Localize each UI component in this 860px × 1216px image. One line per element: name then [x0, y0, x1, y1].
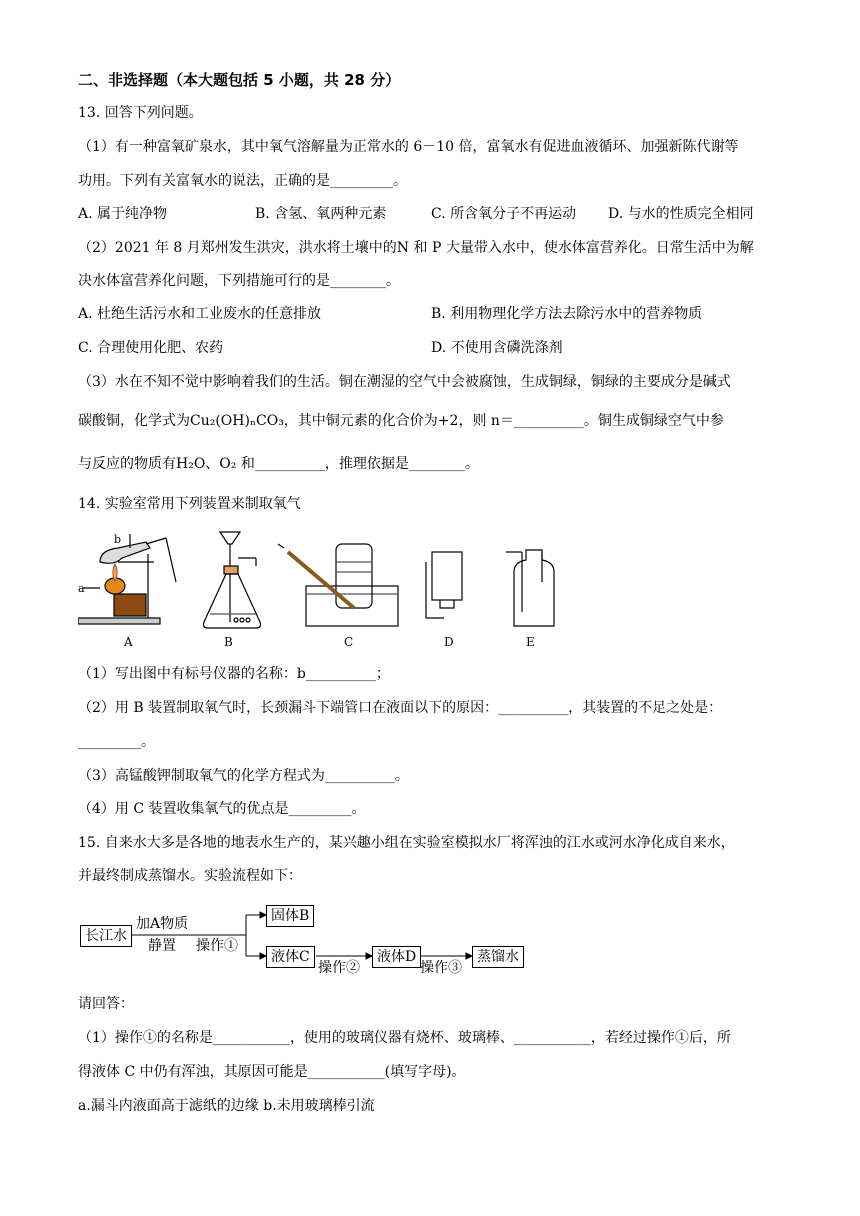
- apparatus-a-marker-a: a: [78, 582, 85, 595]
- flow-op3: 操作③: [420, 960, 462, 976]
- q13-p2-line1: （2）2021 年 8 月郑州发生洪灾，洪水将土壤中的N 和 P 大量带入水中，使水体富营养化。日常生活中为解: [78, 240, 754, 256]
- flow-box-start: 长江水: [80, 925, 132, 947]
- q13-p2-option-d: D. 不使用含磷洗涤剂: [431, 340, 563, 356]
- flow-box-liquid-d: 液体D: [372, 946, 421, 968]
- apparatus-label-d: D: [444, 635, 454, 649]
- apparatus-c-drawing: [278, 544, 398, 626]
- apparatus-label-c: C: [344, 635, 354, 649]
- q15-prompt: 请回答：: [78, 996, 134, 1012]
- q14-p3: （3）高锰酸钾制取氧气的化学方程式为__________。: [78, 768, 409, 784]
- q15-title-line2: 并最终制成蒸馏水。实验流程如下：: [78, 868, 302, 884]
- flow-step1-bottom: 静置: [148, 938, 176, 954]
- apparatus-b-drawing: [204, 532, 261, 628]
- q13-p1-option-a: A. 属于纯净物: [78, 206, 168, 222]
- q13-title: 13. 回答下列问题。: [78, 105, 203, 121]
- flow-box-solid-b: 固体B: [266, 905, 314, 927]
- q13-p1-option-d: D. 与水的性质完全相同: [608, 206, 754, 222]
- apparatus-figure: [78, 522, 568, 652]
- q13-p3-line3: 与反应的物质有H₂O、O₂ 和__________，推理依据是________。: [78, 456, 479, 472]
- q14-title: 14. 实验室常用下列装置来制取氧气: [78, 496, 301, 512]
- apparatus-label-e: E: [526, 635, 535, 649]
- q13-p1-line1: （1）有一种富氧矿泉水，其中氧气溶解量为正常水的 6－10 倍，富氧水有促进血液循环、加强新陈代谢等: [78, 139, 739, 155]
- q13-p1-line2: 功用。下列有关富氧水的说法，正确的是_________。: [78, 173, 407, 189]
- q14-p1: （1）写出图中有标号仪器的名称：b__________；: [78, 666, 390, 682]
- q15-title-line1: 15. 自来水大多是各地的地表水生产的，某兴趣小组在实验室模拟水厂将浑浊的江水或河水净化成自来水，: [78, 835, 735, 851]
- q13-p3-line2: 碳酸铜，化学式为Cu₂(OH)ₙCO₃，其中铜元素的化合价为+2，则 n＝__________。铜生成铜绿空气中参: [78, 413, 724, 429]
- q13-p2-line2: 决水体富营养化问题，下列措施可行的是________。: [78, 273, 400, 289]
- q13-p2-option-a: A. 杜绝生活污水和工业废水的任意排放: [78, 306, 322, 322]
- q15-p1-line2: 得液体 C 中仍有浑浊，其原因可能是___________(填写字母)。: [78, 1064, 466, 1080]
- q14-p2-line1: （2）用 B 装置制取氧气时，长颈漏斗下端管口在液面以下的原因：__________，其装置的不足之处是：: [78, 700, 723, 716]
- q13-p2-option-b: B. 利用物理化学方法去除污水中的营养物质: [431, 306, 703, 322]
- flow-box-liquid-c: 液体C: [266, 946, 315, 968]
- apparatus-a-drawing: [78, 534, 176, 624]
- section-title: 二、非选择题（本大题包括 5 小题，共 28 分）: [78, 71, 401, 89]
- q15-p1-line1: （1）操作①的名称是___________，使用的玻璃仪器有烧杯、玻璃棒、___________，若经过操作①后，所: [78, 1030, 731, 1046]
- apparatus-label-b: B: [224, 635, 233, 649]
- q14-p2-line2: _________。: [78, 734, 155, 750]
- q15-choices: a.漏斗内液面高于滤纸的边缘 b.未用玻璃棒引流: [78, 1098, 375, 1114]
- q13-p2-option-c: C. 合理使用化肥、农药: [78, 340, 224, 356]
- q13-p1-option-c: C. 所含氧分子不再运动: [431, 206, 577, 222]
- apparatus-label-a: A: [124, 635, 133, 649]
- flow-op2: 操作②: [318, 960, 360, 976]
- purification-flowchart: [78, 895, 538, 985]
- apparatus-e-drawing: [506, 550, 554, 626]
- flow-box-end: 蒸馏水: [472, 946, 524, 968]
- q13-p3-line1: （3）水在不知不觉中影响着我们的生活。铜在潮湿的空气中会被腐蚀，生成铜绿，铜绿的主要成分是碱式: [78, 374, 731, 390]
- apparatus-a-marker-b: b: [114, 533, 122, 546]
- flow-op1: 操作①: [196, 938, 238, 954]
- apparatus-d-drawing: [426, 552, 462, 618]
- flow-step1-top: 加A物质: [136, 916, 189, 932]
- q13-p1-option-b: B. 含氢、氧两种元素: [255, 206, 387, 222]
- q14-p4: （4）用 C 装置收集氧气的优点是_________。: [78, 801, 366, 817]
